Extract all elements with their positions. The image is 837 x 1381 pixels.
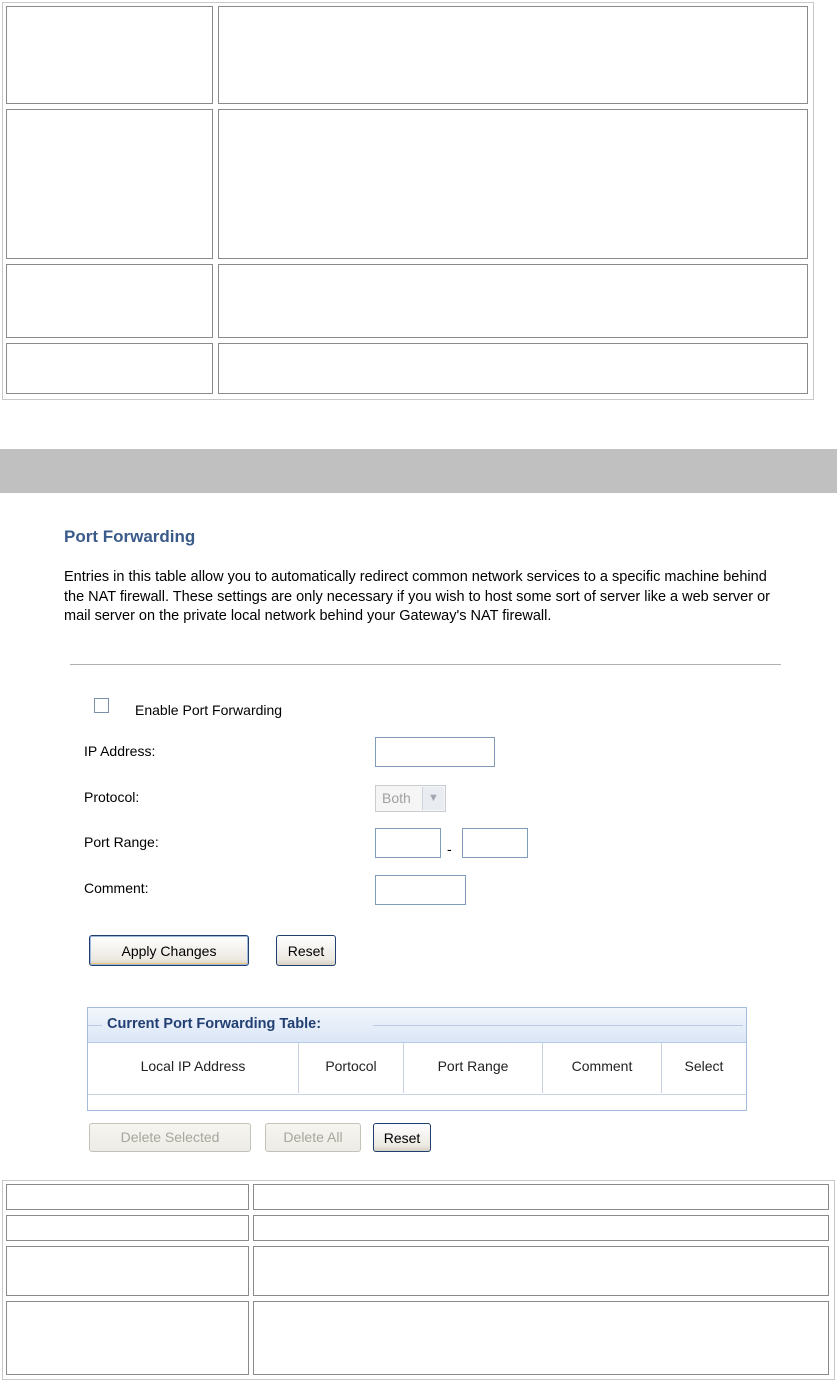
- page-title: Port Forwarding: [64, 527, 196, 546]
- lower-table-cell-r1c2: [253, 1184, 829, 1210]
- lower-table-cell-r2c1: [6, 1215, 249, 1241]
- lower-table-cell-r2c2: [253, 1215, 829, 1241]
- column-header-protocol: Portocol: [325, 1058, 377, 1074]
- lower-table-cell-r4c1: [6, 1301, 249, 1375]
- column-header-select: Select: [684, 1058, 724, 1074]
- protocol-selected-value: Both: [382, 790, 411, 806]
- comment-input[interactable]: [375, 875, 466, 905]
- protocol-label: Protocol:: [84, 789, 140, 805]
- table-title-bar: [88, 1008, 746, 1043]
- upper-table-cell-r1c2: [218, 6, 808, 104]
- upper-table-cell-r2c1: [6, 109, 213, 259]
- upper-table-cell-r4c2: [218, 343, 808, 394]
- upper-table-cell-r3c1: [6, 264, 213, 338]
- delete-selected-button[interactable]: Delete Selected: [89, 1123, 251, 1152]
- column-header-comment: Comment: [571, 1058, 633, 1074]
- lower-table-cell-r3c1: [6, 1246, 249, 1296]
- title-bar-line-right: [373, 1025, 743, 1026]
- reset-button[interactable]: Reset: [276, 935, 336, 966]
- page-description: Entries in this table allow you to automatically redirect common network services to a specific machine behind the NAT firewall. These settings are only necessary if you wish to host some sort of server like a web server or mail server on the private local network behind your Gateway's NAT firewall.: [64, 569, 770, 624]
- column-header-port-range: Port Range: [437, 1058, 509, 1074]
- upper-table-cell-r2c2: [218, 109, 808, 259]
- title-bar-line-left: [88, 1025, 102, 1026]
- protocol-select[interactable]: [375, 785, 446, 812]
- table-reset-button[interactable]: Reset: [373, 1123, 431, 1152]
- table-body-divider: [88, 1094, 746, 1095]
- upper-table-cell-r3c2: [218, 264, 808, 338]
- delete-all-button[interactable]: Delete All: [265, 1123, 361, 1152]
- enable-port-forwarding-label: Enable Port Forwarding: [135, 702, 283, 718]
- lower-table-cell-r4c2: [253, 1301, 829, 1375]
- table-title: Current Port Forwarding Table:: [107, 1016, 322, 1032]
- column-header-local-ip: Local IP Address: [140, 1058, 246, 1074]
- port-range-to-input[interactable]: [462, 828, 528, 858]
- lower-table-cell-r3c2: [253, 1246, 829, 1296]
- chevron-down-icon: ▼: [422, 787, 444, 810]
- ip-address-label: IP Address:: [84, 743, 156, 759]
- port-forwarding-table: [87, 1007, 747, 1111]
- ip-address-input[interactable]: [375, 737, 495, 767]
- port-range-from-input[interactable]: [375, 828, 441, 858]
- enable-port-forwarding-checkbox[interactable]: [94, 698, 109, 713]
- upper-table-cell-r1c1: [6, 6, 213, 104]
- section-divider-band: [0, 449, 837, 493]
- upper-table-cell-r4c1: [6, 343, 213, 394]
- separator-line: [70, 664, 781, 665]
- table-header-row: [88, 1043, 746, 1093]
- apply-changes-button[interactable]: Apply Changes: [89, 935, 249, 966]
- port-range-separator: -: [447, 841, 452, 857]
- lower-table-cell-r1c1: [6, 1184, 249, 1210]
- comment-label: Comment:: [84, 880, 149, 896]
- port-range-label: Port Range:: [84, 834, 159, 850]
